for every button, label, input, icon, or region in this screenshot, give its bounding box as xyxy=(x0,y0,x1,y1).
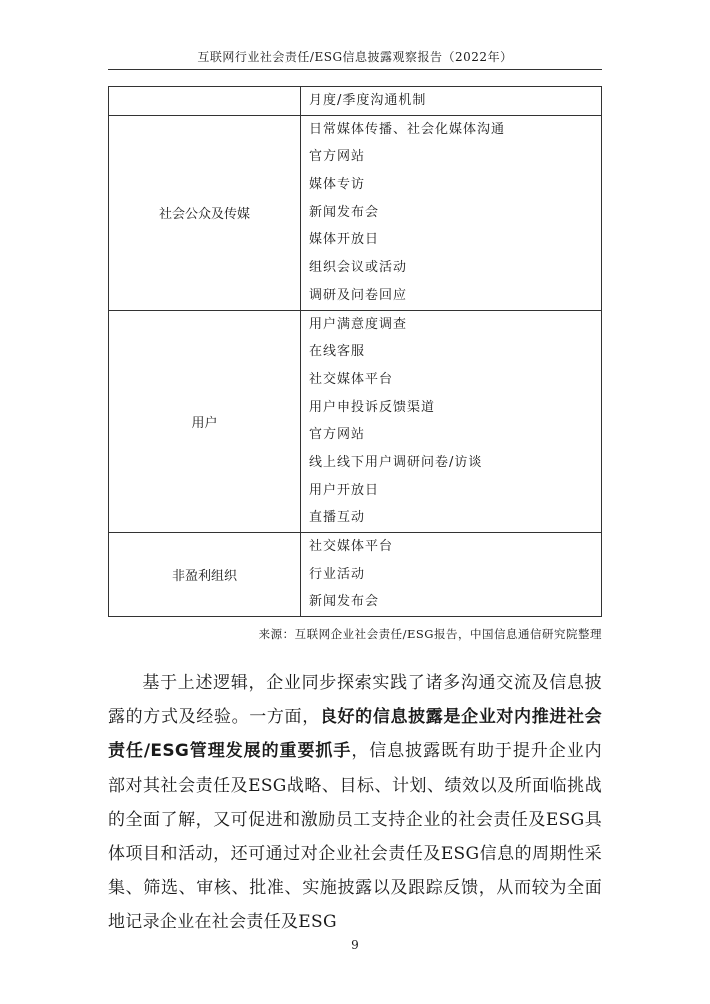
stakeholder-group-cell: 用户 xyxy=(109,310,301,533)
stakeholder-group-cell: 非盈利组织 xyxy=(109,533,301,617)
table-row xyxy=(109,310,602,533)
channel-item: 媒体开放日 xyxy=(309,232,380,248)
body-paragraph xyxy=(108,666,602,940)
channel-item: 媒体专访 xyxy=(309,177,366,193)
table-source-note: 来源：互联网企业社会责任/ESG报告，中国信息通信研究院整理 xyxy=(258,627,602,641)
channel-list-cell xyxy=(301,310,602,533)
channel-list-cell xyxy=(301,87,602,116)
page-number: 9 xyxy=(351,938,359,952)
stakeholder-group-cell xyxy=(109,87,301,116)
table-row xyxy=(109,533,602,617)
channel-list-cell xyxy=(301,533,602,617)
channel-item: 官方网站 xyxy=(309,149,366,165)
paragraph-text: 基于上述逻辑，企业同步探索实践了诸多沟通交流及信息披露的方式及经验。一方面， xyxy=(108,673,602,728)
table-row xyxy=(109,87,602,116)
channel-item: 社交媒体平台 xyxy=(309,371,394,387)
channel-item: 行业活动 xyxy=(309,566,366,582)
channel-item: 日常媒体传播、社会化媒体沟通 xyxy=(309,121,506,137)
channel-item: 调研及问卷回应 xyxy=(309,287,408,303)
channel-item: 在线客服 xyxy=(309,344,366,360)
channel-item: 线上线下用户调研问卷/访谈 xyxy=(309,454,483,470)
channel-item: 用户开放日 xyxy=(309,482,380,498)
table-row xyxy=(109,115,602,310)
paragraph-emphasis: 良好的信息披露是企业对内推进社会责任/ESG管理发展的重要抓手 xyxy=(108,707,602,762)
channel-item: 直播互动 xyxy=(309,510,366,526)
channel-item: 月度/季度沟通机制 xyxy=(309,93,427,108)
paragraph-text: ，信息披露既有助于提升企业内部对其社会责任及ESG战略、目标、计划、绩效以及所面临挑战的全面了解，又可促进和激励员工支持企业的社会责任及ESG具体项目和活动，还可通过对企业社会责任及ESG信息的周期性采集、筛选、审核、批准、实施披露以及跟踪反馈，从而较为全面地记录企业在社会责任及ESG xyxy=(108,741,602,933)
channel-item: 组织会议或活动 xyxy=(309,260,408,276)
channel-item: 新闻发布会 xyxy=(309,204,380,220)
stakeholder-group-cell: 社会公众及传媒 xyxy=(109,115,301,310)
channel-list-cell xyxy=(301,115,602,310)
channel-item: 新闻发布会 xyxy=(309,594,380,610)
stakeholder-communication-table xyxy=(108,86,602,617)
channel-item: 官方网站 xyxy=(309,427,366,443)
running-header: 互联网行业社会责任/ESG信息披露观察报告（2022年） xyxy=(108,48,602,70)
channel-item: 用户满意度调查 xyxy=(309,316,408,332)
channel-item: 社交媒体平台 xyxy=(309,539,394,554)
channel-item: 用户申投诉反馈渠道 xyxy=(309,399,436,415)
